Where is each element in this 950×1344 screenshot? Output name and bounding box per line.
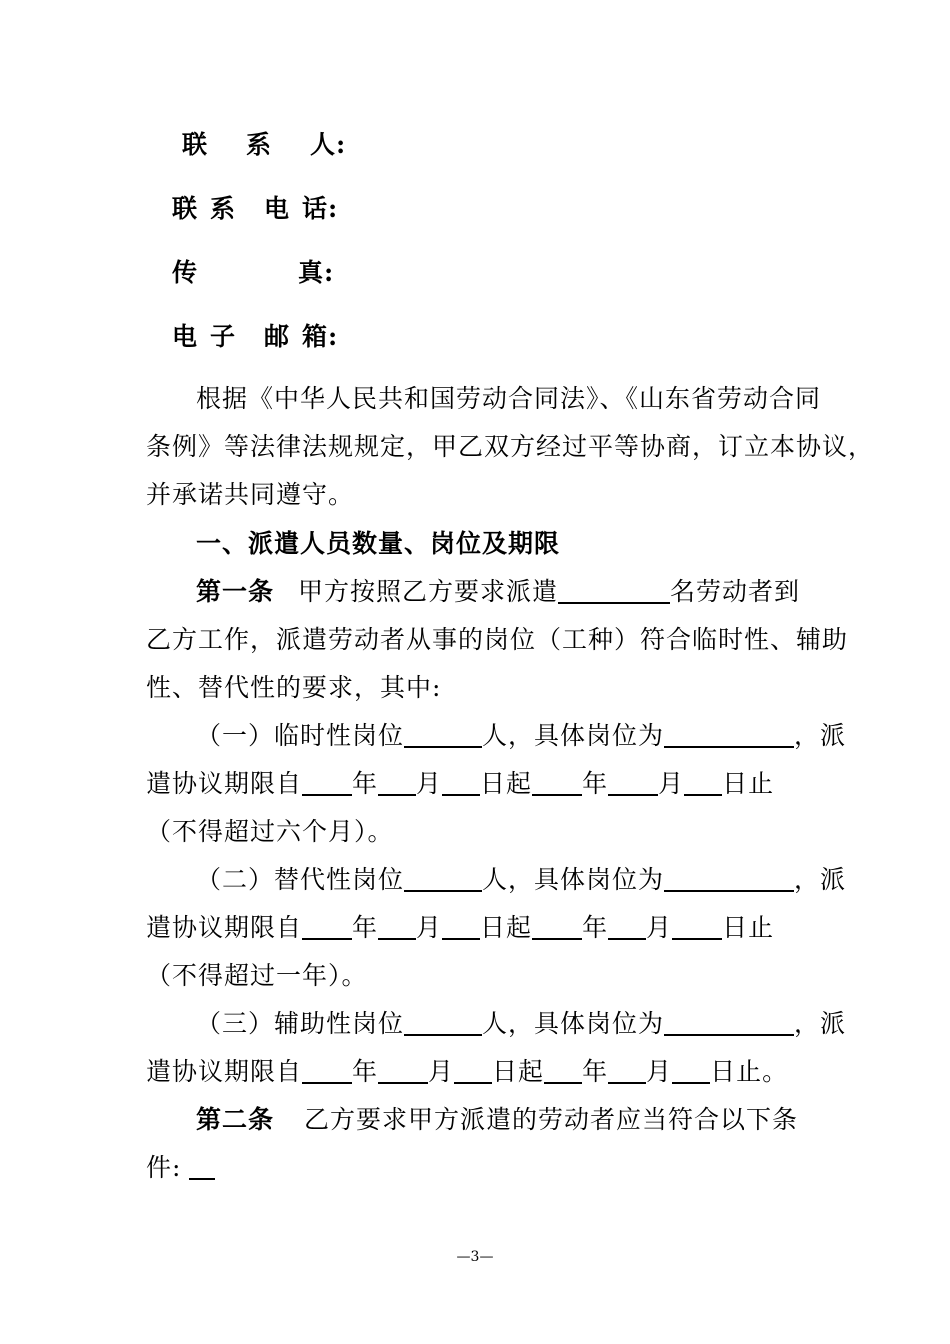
blank[interactable] [302, 1056, 352, 1084]
article2-line-2: 件: [146, 1151, 215, 1185]
item2-post-blank[interactable] [664, 864, 794, 892]
blank[interactable] [378, 1056, 428, 1084]
article1-line-3: 性、替代性的要求，其中: [146, 673, 442, 702]
item3-post-blank[interactable] [664, 1008, 794, 1036]
article1-label: 第一条 [196, 577, 275, 606]
worker-count-blank[interactable] [558, 576, 670, 604]
item1-line-1: （一）临时性岗位 人，具体岗位为 ，派 [196, 721, 847, 750]
contact-email-label: 电 子 邮 箱: [172, 322, 339, 351]
blank[interactable] [442, 912, 480, 940]
blank[interactable] [532, 912, 582, 940]
intro-line-1: 根据《中华人民共和国劳动合同法》、《山东省劳动合同 [196, 384, 822, 413]
intro-line-2: 条例》等法律法规规定，甲乙双方经过平等协商，订立本协议， [146, 432, 875, 461]
page-number: —3— [456, 1249, 494, 1265]
contact-fax-label: 传 真: [172, 258, 335, 287]
item2-line-1: （二）替代性岗位 人，具体岗位为 ，派 [196, 865, 847, 894]
blank[interactable] [544, 1056, 582, 1084]
blank[interactable] [378, 768, 416, 796]
blank[interactable] [672, 912, 722, 940]
item1-post-blank[interactable] [664, 720, 794, 748]
article2-line-1: 第二条 乙方要求甲方派遣的劳动者应当符合以下条 [196, 1105, 799, 1134]
article2-label: 第二条 [196, 1105, 275, 1134]
intro-line-3: 并承诺共同遵守。 [146, 480, 355, 509]
item1-note: （不得超过六个月）。 [146, 817, 394, 846]
blank[interactable] [672, 1056, 710, 1084]
contact-person-label: 联 系 人: [182, 130, 347, 159]
item2-note: （不得超过一年）。 [146, 961, 368, 990]
article1-line-1: 第一条 甲方按照乙方要求派遣 名劳动者到 [196, 577, 801, 606]
blank[interactable] [608, 912, 646, 940]
item2-count-blank[interactable] [404, 864, 482, 892]
blank[interactable] [302, 768, 352, 796]
blank[interactable] [684, 768, 722, 796]
item3-line-1: （三）辅助性岗位 人，具体岗位为 ，派 [196, 1009, 847, 1038]
blank[interactable] [608, 768, 658, 796]
item3-count-blank[interactable] [404, 1008, 482, 1036]
conditions-blank[interactable] [189, 1152, 215, 1180]
blank[interactable] [454, 1056, 492, 1084]
article1-line-2: 乙方工作，派遣劳动者从事的岗位（工种）符合临时性、辅助 [146, 625, 849, 654]
blank[interactable] [442, 768, 480, 796]
blank[interactable] [378, 912, 416, 940]
section-heading: 一、派遣人员数量、岗位及期限 [196, 529, 561, 558]
blank[interactable] [532, 768, 582, 796]
item3-line-2: 遣协议期限自 年 月 日起 年 月 日止。 [146, 1057, 789, 1086]
blank[interactable] [608, 1056, 646, 1084]
contact-phone-label: 联 系 电 话: [172, 194, 339, 223]
item2-line-2: 遣协议期限自 年 月 日起 年 月 日止 [146, 913, 775, 942]
item1-count-blank[interactable] [404, 720, 482, 748]
blank[interactable] [302, 912, 352, 940]
item1-line-2: 遣协议期限自 年 月 日起 年 月 日止 [146, 769, 775, 798]
